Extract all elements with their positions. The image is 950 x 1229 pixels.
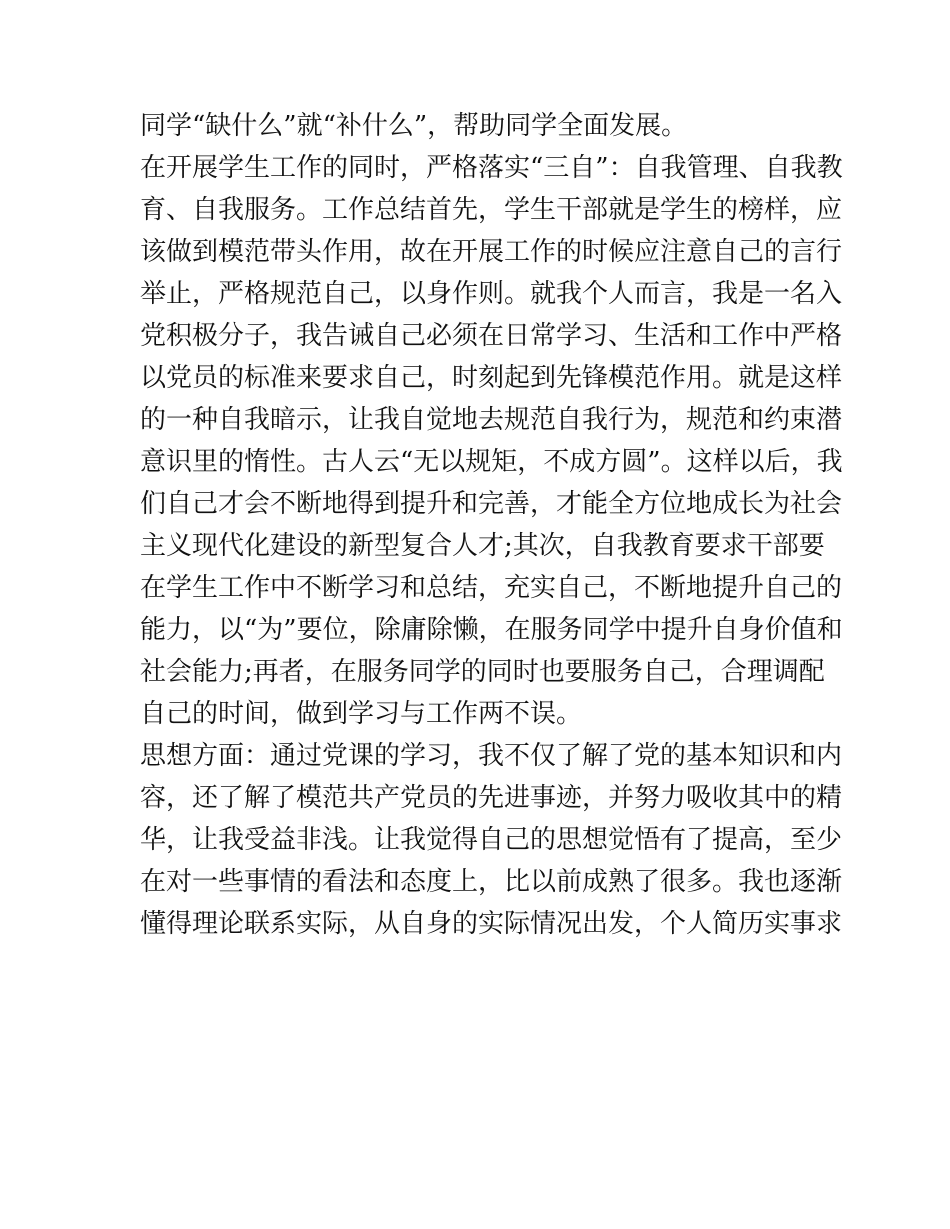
text-line: 以党员的标准来要求自己，时刻起到先锋模范作用。就是这样 xyxy=(140,363,843,393)
text-line: 育、自我服务。工作总结首先，学生干部就是学生的榜样，应 xyxy=(140,195,843,225)
text-line: 主义现代化建设的新型复合人才;其次，自我教育要求干部要 xyxy=(140,531,825,561)
text-line: 在学生工作中不断学习和总结，充实自己，不断地提升自己的 xyxy=(140,573,843,603)
text-line: 在开展学生工作的同时，严格落实“三自”：自我管理、自我教 xyxy=(140,153,843,183)
text-line: 自己的时间，做到学习与工作两不误。 xyxy=(140,699,583,729)
text-line: 容，还了解了模范共产党员的先进事迹，并努力吸收其中的精 xyxy=(140,783,843,813)
text-line: 思想方面：通过党课的学习，我不仅了解了党的基本知识和内 xyxy=(140,741,843,771)
text-line: 举止，严格规范自己，以身作则。就我个人而言，我是一名入 xyxy=(140,279,843,309)
text-line: 能力，以“为”要位，除庸除懒，在服务同学中提升自身价值和 xyxy=(140,615,843,645)
text-line: 在对一些事情的看法和态度上，比以前成熟了很多。我也逐渐 xyxy=(140,867,843,897)
text-line: 该做到模范带头作用，故在开展工作的时候应注意自己的言行 xyxy=(140,237,843,267)
text-line: 党积极分子，我告诫自己必须在日常学习、生活和工作中严格 xyxy=(140,321,843,351)
text-line: 的一种自我暗示，让我自觉地去规范自我行为，规范和约束潜 xyxy=(140,405,843,435)
text-line: 同学“缺什么”就“补什么”，帮助同学全面发展。 xyxy=(140,111,688,141)
body-text xyxy=(140,105,843,945)
text-line: 华，让我受益非浅。让我觉得自己的思想觉悟有了提高，至少 xyxy=(140,825,843,855)
text-line: 们自己才会不断地得到提升和完善，才能全方位地成长为社会 xyxy=(140,489,843,519)
text-line: 懂得理论联系实际，从自身的实际情况出发，个人简历实事求 xyxy=(140,909,843,939)
text-line: 社会能力;再者，在服务同学的同时也要服务自己，合理调配 xyxy=(140,657,825,687)
text-line: 意识里的惰性。古人云“无以规矩，不成方圆”。这样以后，我 xyxy=(140,447,843,477)
